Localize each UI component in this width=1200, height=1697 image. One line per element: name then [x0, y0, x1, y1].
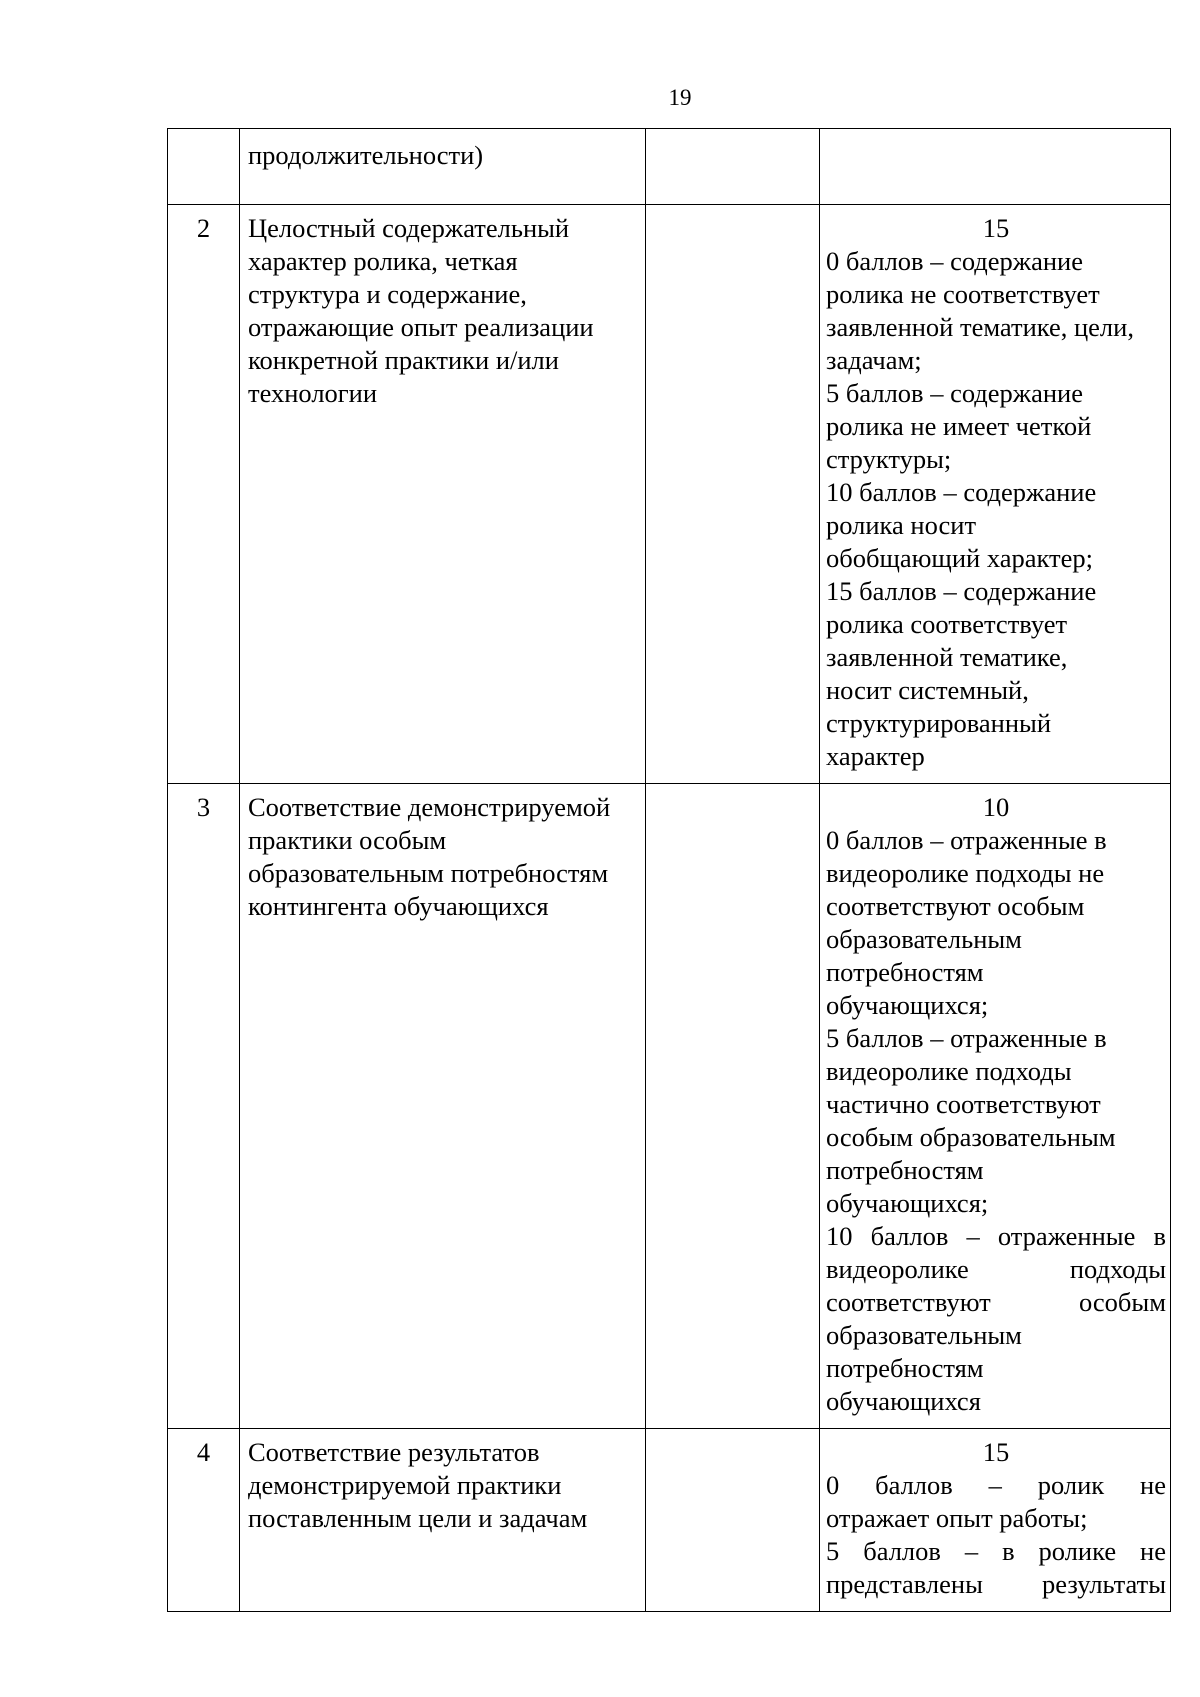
score-line: структуры; [826, 444, 952, 474]
max-score: 15 [982, 213, 1010, 243]
score-cell [820, 1429, 1171, 1612]
criterion-line: характер ролика, четкая [248, 246, 518, 276]
criterion-text: продолжительности) [248, 140, 484, 170]
criterion-cell [240, 129, 646, 205]
empty-cell [646, 205, 820, 784]
criterion-line: контингента обучающихся [248, 891, 549, 921]
score-line: ролика соответствует [826, 609, 1068, 639]
empty-cell [646, 1429, 820, 1612]
row-number: 4 [168, 1429, 240, 1612]
criterion-cell [240, 784, 646, 1429]
criterion-line: демонстрируемой практики [248, 1470, 562, 1500]
score-line: заявленной тематике, [826, 642, 1068, 672]
score-line: 0 баллов – ролик не [826, 1470, 1166, 1500]
score-line: обучающихся; [826, 990, 989, 1020]
criterion-line: образовательным потребностям [248, 858, 609, 888]
score-line: 15 баллов – содержание [826, 576, 1097, 606]
criterion-line: Целостный содержательный [248, 213, 570, 243]
score-line: представлены результаты [826, 1569, 1166, 1599]
row-number: 3 [168, 784, 240, 1429]
score-line: потребностям [826, 1155, 984, 1185]
score-line: частично соответствуют [826, 1089, 1101, 1119]
score-line: обобщающий характер; [826, 543, 1093, 573]
criterion-cell [240, 1429, 646, 1612]
score-line: структурированный [826, 708, 1052, 738]
table-row [168, 205, 1171, 784]
criterion-line: конкретной практики и/или [248, 345, 559, 375]
score-line: видеоролике подходы [826, 1056, 1072, 1086]
max-score: 15 [982, 1437, 1010, 1467]
max-score: 10 [982, 792, 1010, 822]
score-line: потребностям [826, 1353, 984, 1383]
criterion-line: поставленным цели и задачам [248, 1503, 588, 1533]
score-line: ролика не имеет четкой [826, 411, 1092, 441]
score-line: соответствуют особым [826, 1287, 1166, 1317]
score-line: 5 баллов – в ролике не [826, 1536, 1166, 1566]
score-line: обучающихся [826, 1386, 981, 1416]
row-number: 2 [168, 205, 240, 784]
score-line: задачам; [826, 345, 922, 375]
score-line: ролика не соответствует [826, 279, 1100, 309]
score-line: 5 баллов – содержание [826, 378, 1084, 408]
score-line: носит системный, [826, 675, 1029, 705]
score-line: обучающихся; [826, 1188, 989, 1218]
score-line: образовательным [826, 1320, 1022, 1350]
score-line: заявленной тематике, цели, [826, 312, 1134, 342]
score-line: ролика носит [826, 510, 977, 540]
score-line: 10 баллов – отраженные в [826, 1221, 1166, 1251]
criterion-line: Соответствие результатов [248, 1437, 540, 1467]
criterion-line: структура и содержание, [248, 279, 527, 309]
score-line: отражает опыт работы; [826, 1503, 1088, 1533]
score-line: потребностям [826, 957, 984, 987]
score-line: 10 баллов – содержание [826, 477, 1097, 507]
page-number: 19 [668, 85, 692, 110]
criterion-line: практики особым [248, 825, 447, 855]
score-line: видеоролике подходы [826, 1254, 1166, 1284]
row-number-cell [168, 129, 240, 205]
criterion-line: отражающие опыт реализации [248, 312, 594, 342]
empty-cell [646, 129, 820, 205]
table-row [168, 784, 1171, 1429]
score-line: 0 баллов – отраженные в [826, 825, 1107, 855]
score-cell [820, 129, 1171, 205]
table-row [168, 1429, 1171, 1612]
score-line: особым образовательным [826, 1122, 1116, 1152]
empty-cell [646, 784, 820, 1429]
score-line: образовательным [826, 924, 1022, 954]
criterion-line: Соответствие демонстрируемой [248, 792, 611, 822]
criterion-line: технологии [248, 378, 378, 408]
table-row [168, 129, 1171, 205]
score-line: 0 баллов – содержание [826, 246, 1084, 276]
score-line: 5 баллов – отраженные в [826, 1023, 1107, 1053]
score-line: характер [826, 741, 925, 771]
score-line: видеоролике подходы не [826, 858, 1105, 888]
criterion-cell [240, 205, 646, 784]
criteria-table [167, 128, 1171, 1612]
score-cell [820, 205, 1171, 784]
score-cell [820, 784, 1171, 1429]
score-line: соответствуют особым [826, 891, 1085, 921]
